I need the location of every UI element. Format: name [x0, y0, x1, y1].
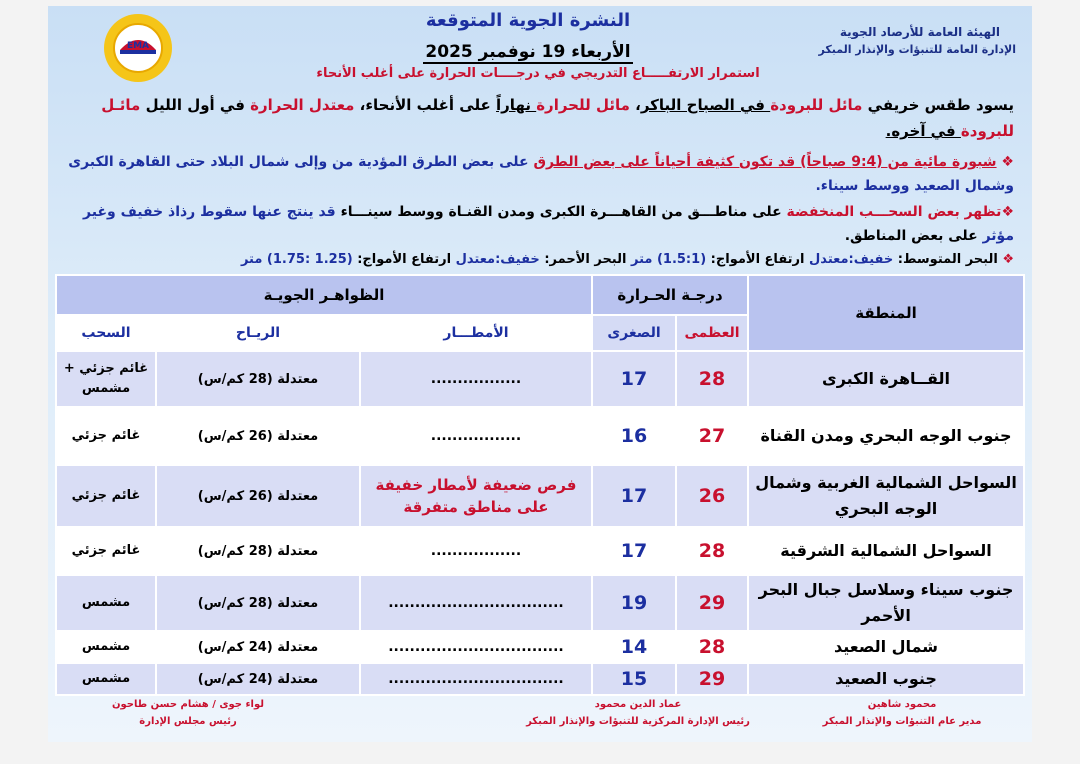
org-department: الإدارة العامة للتنبؤات والإنذار المبكر	[818, 43, 1016, 56]
rain-cell: .................................	[360, 575, 592, 631]
max-temp-cell: 29	[676, 663, 748, 695]
forecast-table	[55, 274, 1025, 696]
min-temp-cell: 17	[592, 527, 676, 575]
table-row	[56, 527, 1024, 575]
rain-cell: .................	[360, 527, 592, 575]
cloud-cell: غائم جزئي	[56, 407, 156, 465]
signature-central-head	[518, 696, 758, 730]
bulletin-title: النشرة الجوية المتوقعة	[425, 10, 631, 31]
table-row	[56, 465, 1024, 527]
cloud-cell: مشمس	[56, 663, 156, 695]
rain-cell: .................................	[360, 631, 592, 663]
signature-name: محمود شاهين	[867, 699, 937, 710]
table-row	[56, 575, 1024, 631]
table-row	[56, 407, 1024, 465]
signature-chairman	[108, 696, 268, 730]
wind-cell: معتدلة (26 كم/س)	[156, 465, 360, 527]
cloud-cell: غائم جزئي	[56, 527, 156, 575]
rain-cell: .................	[360, 351, 592, 407]
org-name: الهيئة العامة للأرصاد الجوية	[839, 25, 1000, 39]
min-temp-cell: 17	[592, 465, 676, 527]
bullet-icon: ❖	[1001, 204, 1014, 220]
signature-director	[802, 696, 1002, 730]
cloud-cell: غائم جزئي + مشمس	[56, 351, 156, 407]
signature-name: عماد الدين محمود	[594, 699, 682, 710]
bullet-icon: ❖	[997, 252, 1014, 267]
cloud-cell: مشمس	[56, 575, 156, 631]
signature-title: رئيس مجلس الإدارة	[139, 716, 237, 727]
max-temp-cell: 28	[676, 527, 748, 575]
summary-paragraph: يسود طقس خريفي مائل للبرودة في الصباح الباكر، مائل للحرارة نهاراً على أغلب الأنحاء، معتدل الحرارة في أول الليل مائـل للبرودة في آخره.	[101, 96, 1014, 140]
cloud-cell: مشمس	[56, 631, 156, 663]
region-cell: شمال الصعيد	[748, 631, 1024, 663]
signature-title: رئيس الإدارة المركزية للتنبؤات والإنذار المبكر	[526, 716, 750, 727]
bullet-icon: ❖	[996, 154, 1014, 170]
max-temp-cell: 26	[676, 465, 748, 527]
signature-name: لواء جوى / هشام حسن طاحون	[111, 699, 265, 710]
max-temp-cell: 28	[676, 631, 748, 663]
wind-cell: معتدلة (28 كم/س)	[156, 575, 360, 631]
min-temp-cell: 19	[592, 575, 676, 631]
header-temperature: درجـة الحـرارة	[592, 275, 748, 315]
min-temp-cell: 17	[592, 351, 676, 407]
header-rain: الأمطـــار	[360, 315, 592, 351]
wind-cell: معتدلة (28 كم/س)	[156, 527, 360, 575]
region-cell: جنوب سيناء وسلاسل جبال البحر الأحمر	[748, 575, 1024, 631]
wind-cell: معتدلة (24 كم/س)	[156, 663, 360, 695]
rain-cell: .................................	[360, 663, 592, 695]
fog-paragraph: ❖ شبورة مائية من (9:4 صباحاً) قد تكون كثيفة أحياناً على بعض الطرق على بعض الطرق المؤدية من وإلى شمال البلاد حتى القاهرة الكبرى وشمال الصعيد ووسط سيناء.	[68, 154, 1014, 194]
cloud-cell: غائم جزئي	[56, 465, 156, 527]
header-min: الصغرى	[592, 315, 676, 351]
wind-cell: معتدلة (24 كم/س)	[156, 631, 360, 663]
clouds-paragraph: ❖تظهر بعض السحـــب المنخفضة على مناطـــق من القاهـــرة الكبرى ومدن القنـاة ووسط سينـــاء قد ينتج عنها سقوط رذاذ خفيف وغير مؤثر على بعض المناطق.	[83, 204, 1014, 244]
header-weather: الظواهـر الجويـة	[56, 275, 592, 315]
header-max: العظمى	[676, 315, 748, 351]
rain-cell: فرص ضعيفة لأمطار خفيفة على مناطق متفرقة	[360, 465, 592, 527]
min-temp-cell: 15	[592, 663, 676, 695]
logo-text: EMA	[126, 41, 150, 51]
min-temp-cell: 16	[592, 407, 676, 465]
wind-cell: معتدلة (26 كم/س)	[156, 407, 360, 465]
table-row	[56, 663, 1024, 695]
rain-cell: .................	[360, 407, 592, 465]
header-region: المنطقة	[748, 275, 1024, 351]
max-temp-cell: 28	[676, 351, 748, 407]
bulletin-sheet	[48, 6, 1032, 742]
region-cell: جنوب الوجه البحري ومدن القناة	[748, 407, 1024, 465]
table-row	[56, 631, 1024, 663]
header-wind: الريـاح	[156, 315, 360, 351]
min-temp-cell: 14	[592, 631, 676, 663]
org-header	[819, 24, 1016, 58]
bulletin-date: الأربعاء 19 نوفمبر 2025	[425, 42, 631, 62]
seas-paragraph: ❖ البحر المتوسط: خفيف:معتدل ارتفاع الأمواج: (1.5:1) متر البحر الأحمر: خفيف:معتدل ارتفاع الأمواج: (1.25 :1.75) متر	[240, 252, 1014, 267]
bulletin-headline: استمرار الارتفـــــاع التدريجي في درجــــات الحرارة على أغلب الأنحاء	[316, 66, 760, 81]
ema-logo	[100, 10, 176, 86]
region-cell: السواحل الشمالية الشرقية	[748, 527, 1024, 575]
header-clouds: السحب	[56, 315, 156, 351]
signature-title: مدير عام التنبؤات والإنذار المبكر	[822, 716, 982, 727]
region-cell: القــاهرة الكبرى	[748, 351, 1024, 407]
region-cell: السواحل الشمالية الغربية وشمال الوجه البحري	[748, 465, 1024, 527]
wind-cell: معتدلة (28 كم/س)	[156, 351, 360, 407]
max-temp-cell: 27	[676, 407, 748, 465]
region-cell: جنوب الصعيد	[748, 663, 1024, 695]
max-temp-cell: 29	[676, 575, 748, 631]
table-row	[56, 351, 1024, 407]
